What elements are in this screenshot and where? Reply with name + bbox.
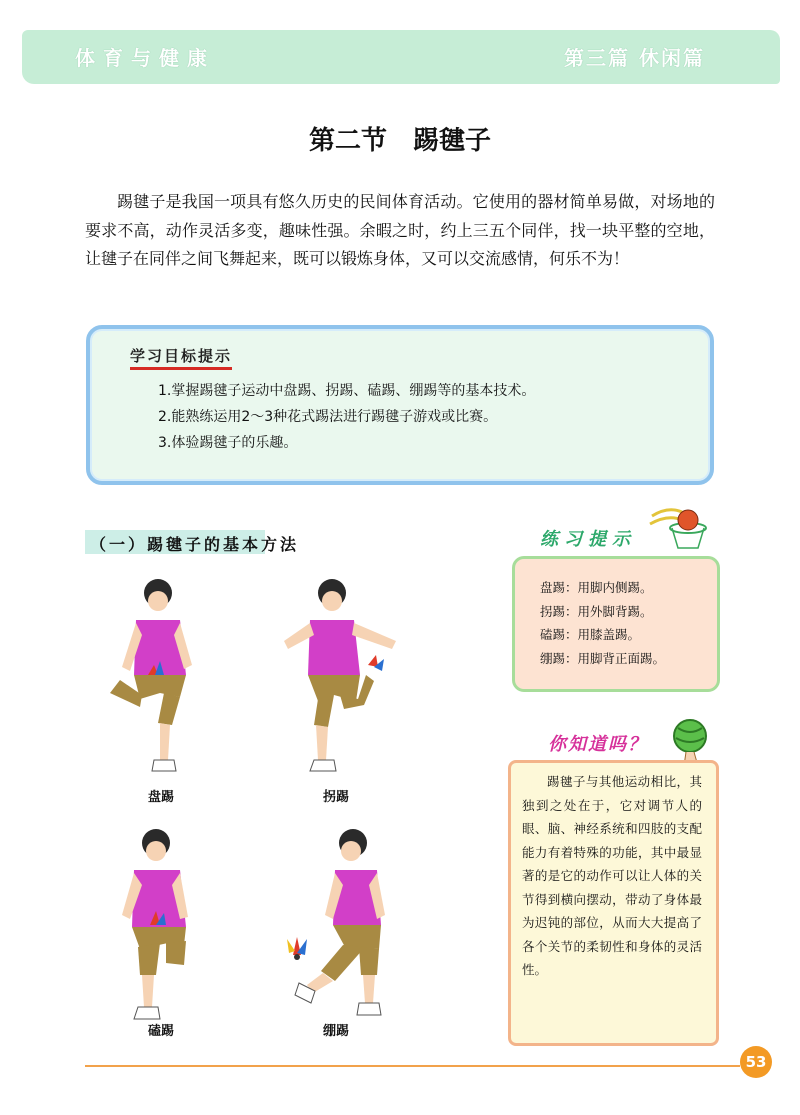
did-you-know-title: 你知道吗？ [548,734,648,755]
objective-item: 3.体验踢毽子的乐趣。 [158,435,298,451]
objectives-list [158,378,535,456]
chapter-title: 第三篇 休闲篇 [564,46,705,70]
tip-item: 拐踢：用外脚背踢。 [540,603,653,619]
tip-item: 磕踢：用膝盖踢。 [540,627,641,642]
footer-rule [85,1065,740,1067]
intro-text: 踢毽子是我国一项具有悠久历史的民间体育活动。它使用的器材简单易做，对场地的要求不高，动作灵活多变，趣味性强。余暇之时，约上三五个同伴，找一块平整的空地，让毽子在同伴之间飞舞起来，既可以锻炼身体，又可以交流感情，何乐不为！ [85,192,715,268]
figure-caption: 盘踢 [148,790,175,805]
basketball-hoop-icon [648,500,710,552]
book-title: 体育与健康 [75,46,215,70]
figure-caption: 磕踢 [148,1024,175,1039]
did-you-know-text: 踢毽子与其他运动相比，其独到之处在于，它对调节人的眼、脑、神经系统和四肢的支配能力有着特殊的功能，其中最显著的是它的动作可以让人体的关节得到横向摆动，带动了身体最为迟钝的部位，从而大大提高了各个关节的柔韧性和身体的灵活性。 [522,774,702,977]
section-title: 第二节 踢毽子 [308,126,491,156]
beng-kick-figure [285,825,405,1025]
intro-paragraph [85,188,715,274]
did-you-know-text-block [522,770,702,982]
page-number: 53 [740,1046,772,1078]
ke-kick-figure [110,825,230,1025]
objective-item: 1.掌握踢毽子运动中盘踢、拐踢、磕踢、绷踢等的基本技术。 [158,383,536,399]
tip-item: 盘踢：用脚内侧踢。 [540,580,653,595]
pan-kick-figure [100,575,220,780]
objectives-title: 学习目标提示 [130,345,232,370]
figure-caption: 拐踢 [323,790,350,805]
guai-kick-figure [270,575,410,780]
methods-heading: （一）踢毽子的基本方法 [90,535,300,554]
practice-tips-title: 练习提示 [540,529,636,550]
practice-tips-list [540,576,665,670]
figure-caption: 绷踢 [323,1024,350,1039]
tip-item: 绷踢：用脚背正面踢。 [540,650,666,666]
objective-item: 2.能熟练运用2～3种花式踢法进行踢毽子游戏或比赛。 [158,409,498,425]
